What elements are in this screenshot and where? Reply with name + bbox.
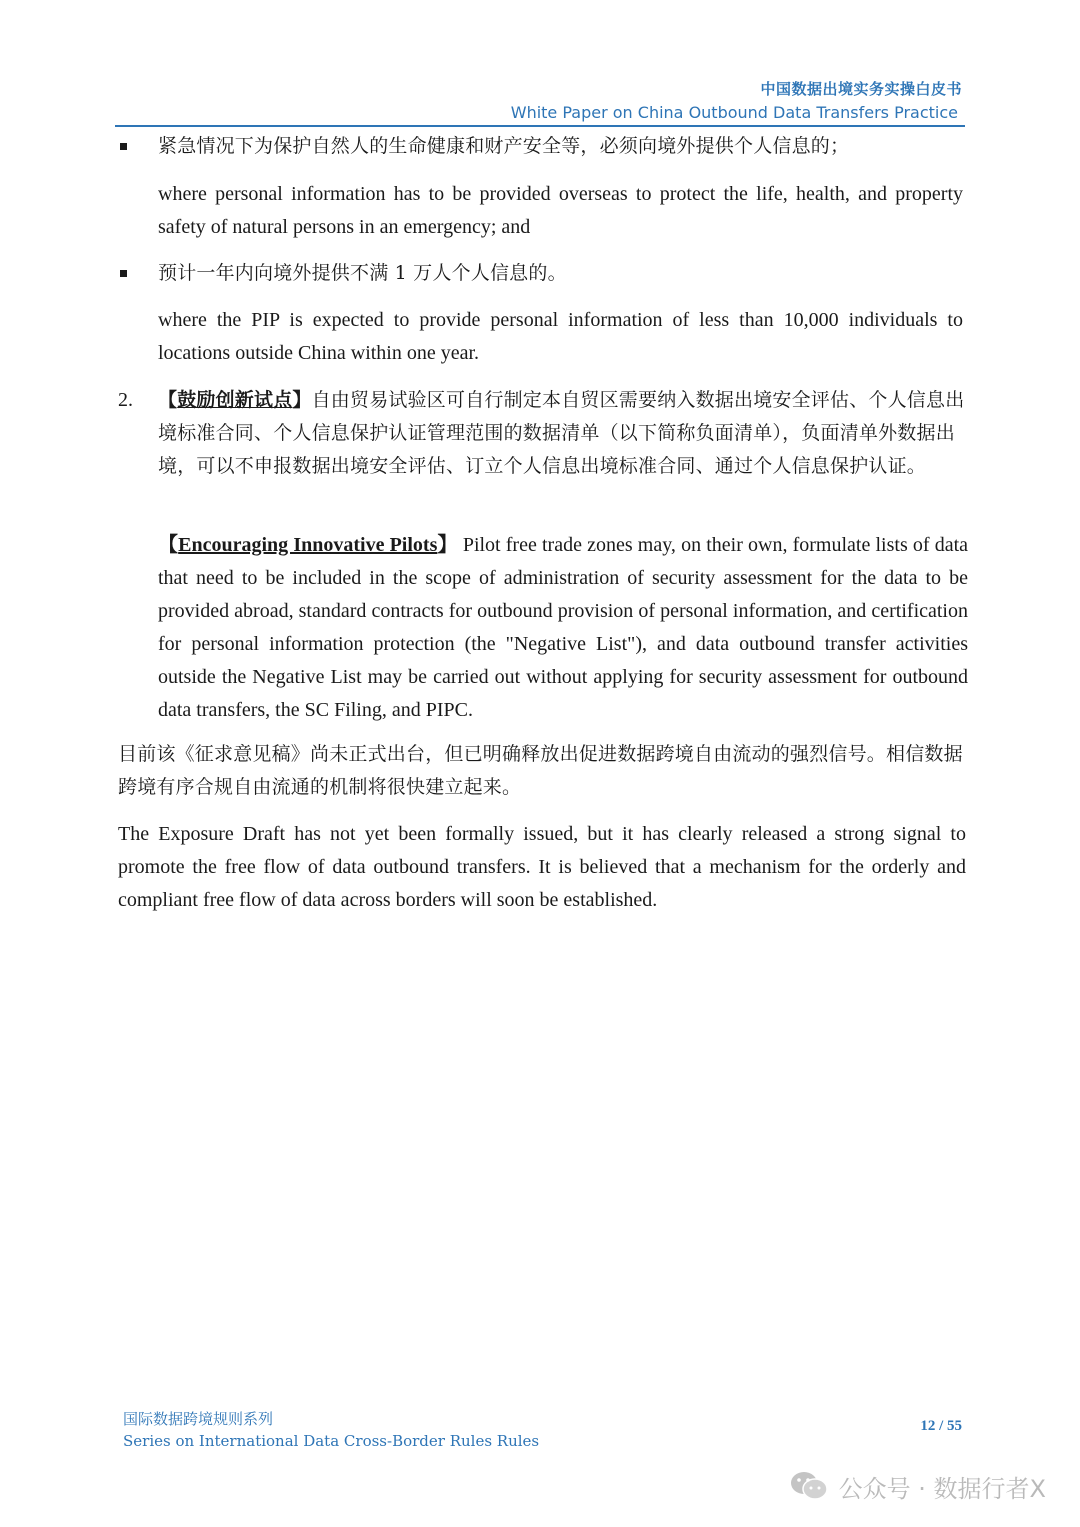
item2-body-en: Pilot free trade zones may, on their own, formulate lists of data that need to be included in the scope of administration of security assessment for the data to be provided abroad, standard contracts for outbound provision of personal information, and certification for personal information protection (the "Negative List"), and data outbound transfer activities outside the Negative List may be carried out without applying for security assessment for outbound data transfers, the SC Filing, and PIPC. — [158, 534, 969, 721]
bullet1-text-cn: 紧急情况下为保护自然人的生命健康和财产安全等，必须向境外提供个人信息的； — [158, 135, 850, 157]
close-bracket: 】 — [437, 534, 458, 556]
header-title-cn: 中国数据出境实务实操白皮书 — [760, 80, 962, 98]
bullet-marker — [120, 143, 127, 150]
close-bracket: 】 — [292, 389, 312, 411]
bullet2-text-en: where the PIP is expected to provide personal information of less than 10,000 individuals to locations outside China within one year. — [158, 309, 963, 364]
open-bracket: 【 — [158, 389, 178, 411]
item2-paragraph-en — [158, 529, 968, 727]
wechat-icon — [789, 1470, 829, 1502]
item2-body-cn: 自由贸易试验区可自行制定本自贸区需要纳入数据出境安全评估、个人信息出境标准合同、个人信息保护认证管理范围的数据清单（以下简称负面清单），负面清单外数据出境，可以不申报数据出境安全评估、订立个人信息出境标准合同、通过个人信息保护认证。 — [158, 389, 965, 477]
header-title-en: White Paper on China Outbound Data Transfers Practice — [510, 103, 958, 122]
item2-title-cn: 鼓励创新试点 — [177, 389, 293, 411]
item2-paragraph-cn — [158, 384, 973, 483]
footer-series-en: Series on International Data Cross-Border Rules Rules — [123, 1432, 540, 1450]
bullet1-text-en: where personal information has to be provided overseas to protect the life, health, and property safety of natural persons in an emergency; and — [158, 183, 963, 238]
open-bracket: 【 — [158, 534, 179, 556]
bullet-marker — [120, 270, 127, 277]
header-divider — [115, 125, 965, 127]
bullet2-text-cn: 预计一年内向境外提供不满 1 万人个人信息的。 — [158, 262, 567, 284]
conclusion-cn: 目前该《征求意见稿》尚未正式出台，但已明确释放出促进数据跨境自由流动的强烈信号。相信数据跨境有序合规自由流通的机制将很快建立起来。 — [118, 743, 963, 798]
watermark — [789, 1468, 1046, 1504]
conclusion-en: The Exposure Draft has not yet been formally issued, but it has clearly released a strong signal to promote the free flow of data outbound transfers. It is believed that a mechanism for the orderly and compliant free flow of data across borders will soon be established. — [118, 823, 966, 911]
page-number: 12 / 55 — [920, 1418, 962, 1434]
item2-title-en: Encouraging Innovative Pilots — [178, 534, 438, 556]
list-number: 2. — [118, 389, 133, 411]
watermark-text: 公众号 · 数据行者X — [838, 1474, 1046, 1503]
footer-series-cn: 国际数据跨境规则系列 — [123, 1410, 274, 1428]
